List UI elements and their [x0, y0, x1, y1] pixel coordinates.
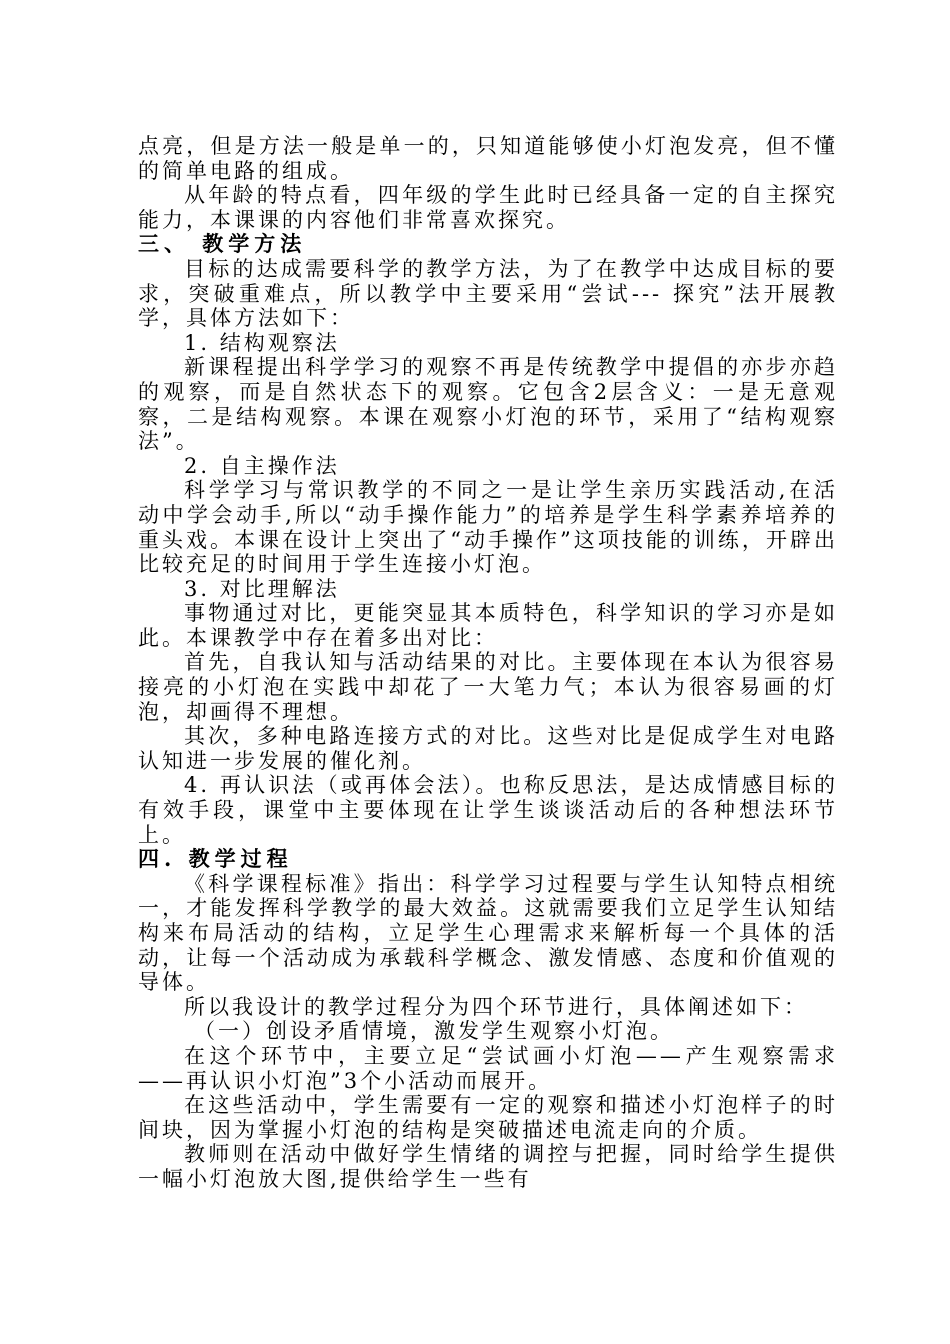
paragraph: 所以我设计的教学过程分为四个环节进行，具体阐述如下： [184, 994, 808, 1019]
section-heading: 三、 教学方法 [138, 231, 307, 257]
subheading: 2. 自主操作法 [184, 453, 340, 478]
paragraph: 《科学课程标准》指出：科学学习过程要与学生认知特点相统一，才能发挥科学教学的最大效益。这就需要我们立足学生认知结构来布局活动的结构，立足学生心理需求来解析每一个具体的活动，让每一个活动成为承载科学概念、激发情感、态度和价值观的导体。 [138, 871, 838, 995]
section-heading: 四. 教学过程 [138, 846, 293, 872]
paragraph: 4. 再认识法（或再体会法）。也称反思法，是达成情感目标的有效手段，课堂中主要体现在让学生谈谈活动后的各种想法环节上。 [138, 773, 838, 847]
document-page [138, 134, 838, 1192]
paragraph: 在这些活动中，学生需要有一定的观察和描述小灯泡样子的时间块，因为掌握小灯泡的结构是突破描述电流走向的介质。 [138, 1093, 838, 1142]
paragraph: 点亮，但是方法一般是单一的，只知道能够使小灯泡发亮，但不懂的简单电路的组成。 [138, 134, 838, 183]
paragraph: 从年龄的特点看，四年级的学生此时已经具备一定的自主探究能力，本课课的内容他们非常喜欢探究。 [138, 183, 838, 232]
subheading: 3. 对比理解法 [184, 576, 340, 601]
paragraph: 目标的达成需要科学的教学方法，为了在教学中达成目标的要求，突破重难点，所以教学中主要采用“尝试--- 探究”法开展教学，具体方法如下： [138, 256, 838, 331]
paragraph: 新课程提出科学学习的观察不再是传统教学中提倡的亦步亦趋的观察，而是自然状态下的观察。它包含2层含义：一是无意观察，二是结构观察。本课在观察小灯泡的环节，采用了“结构观察法”。 [138, 355, 838, 454]
subheading: 1. 结构观察法 [184, 330, 340, 355]
paragraph: 在这个环节中，主要立足“尝试画小灯泡——产生观察需求——再认识小灯泡”3个小活动而展开。 [138, 1043, 838, 1093]
paragraph: 教师则在活动中做好学生情绪的调控与把握，同时给学生提供一幅小灯泡放大图,提供给学生一些有 [138, 1142, 838, 1191]
paragraph: 其次，多种电路连接方式的对比。这些对比是促成学生对电路认知进一步发展的催化剂。 [138, 724, 838, 773]
paragraph: 首先，自我认知与活动结果的对比。主要体现在本认为很容易接亮的小灯泡在实践中却花了一大笔力气；本认为很容易画的灯泡，却画得不理想。 [138, 650, 838, 724]
paragraph: 事物通过对比，更能突显其本质特色，科学知识的学习亦是如此。本课教学中存在着多出对比： [138, 601, 838, 650]
paragraph: 科学学习与常识教学的不同之一是让学生亲历实践活动,在活动中学会动手,所以“动手操作能力”的培养是学生科学素养培养的重头戏。本课在设计上突出了“动手操作”这项技能的训练，开辟出比较充足的时间用于学生连接小灯泡。 [138, 478, 838, 577]
subheading: （一）创设矛盾情境，激发学生观察小灯泡。 [194, 1019, 674, 1044]
